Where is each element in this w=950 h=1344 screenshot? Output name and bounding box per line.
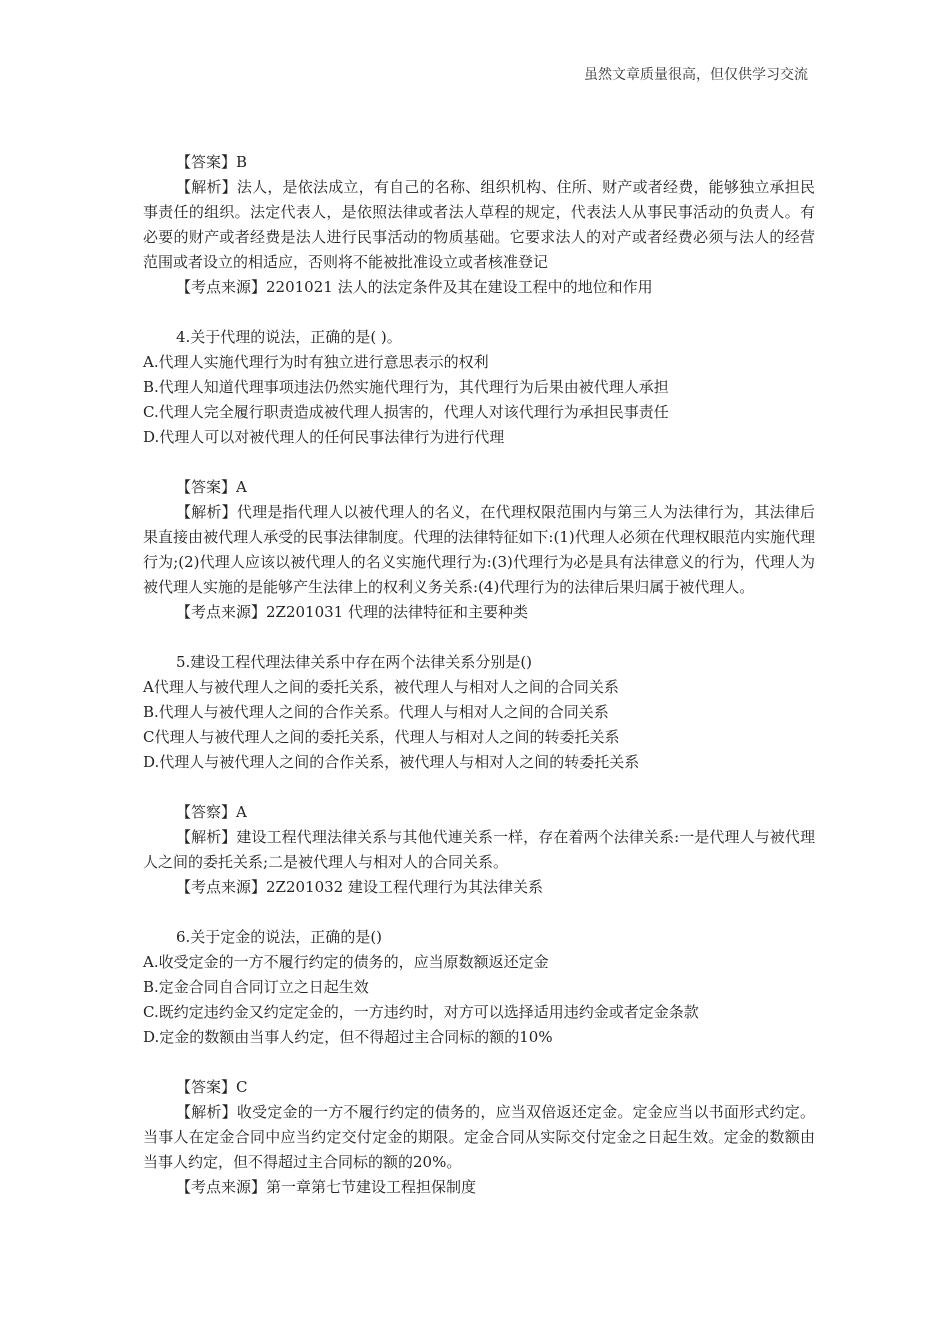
option-c: C.既约定违约金又约定定金的，一方违约时，对方可以选择适用违约金或者定金条款 — [143, 1003, 699, 1021]
question-text: 5.建设工程代理法律关系中存在两个法律关系分别是() — [176, 653, 533, 671]
option-c: C代理人与被代理人之间的委托关系，代理人与相对人之间的转委托关系 — [143, 728, 620, 746]
option-a: A代理人与被代理人之间的委托关系，被代理人与相对人之间的合同关系 — [143, 678, 619, 696]
question-block-6 — [143, 925, 815, 1200]
option-d: D.代理人与被代理人之间的合作关系，被代理人与相对人之间的转委托关系 — [143, 753, 640, 771]
source-line: 【考点来源】2Z201032 建设工程代理行为其法律关系 — [176, 878, 543, 896]
analysis-paragraph: 【解析】建设工程代理法律关系与其他代連关系一样，存在着两个法律关系:一是代理人与被代理人之间的委托关系;二是被代理人与相对人的合同关系。 — [143, 828, 815, 871]
question-block-5 — [143, 650, 815, 900]
option-a: A.代理人实施代理行为时有独立进行意思表示的权利 — [143, 353, 489, 371]
page-header: 虽然文章质量很高，但仅供学习交流 — [584, 67, 808, 83]
option-d: D.代理人可以对被代理人的任何民事法律行为进行代理 — [143, 428, 505, 446]
source-line: 【考点来源】第一章第七节建设工程担保制度 — [176, 1178, 477, 1196]
option-b: B.定金合同自合同订立之日起生效 — [143, 978, 369, 996]
analysis-paragraph: 【解析】代理是指代理人以被代理人的名义，在代理权限范围内与第三人为法律行为，其法律后果直接由被代理人承受的民事法律制度。代理的法律特征如下:(1)代理人必须在代理权眼范内实施代理行为;(2)代理人应该以被代理人的名义实施代理行为:(3)代理行为必是具有法律意义的行为，代理人为被代理人实施的是能够产生法律上的权利义务关系:(4)代理行为的法律后果归属于被代理人。 — [143, 503, 815, 596]
answer-line: 【答察】A — [176, 803, 247, 821]
option-b: B.代理人与被代理人之间的合作关系。代理人与相对人之间的合同关系 — [143, 703, 609, 721]
answer-line: 【答案】C — [176, 1078, 248, 1096]
question-text: 4.关于代理的说法，正确的是( )。 — [176, 328, 402, 346]
question-text: 6.关于定金的说法，正确的是() — [176, 928, 383, 946]
answer-block-3 — [143, 150, 815, 300]
question-block-4 — [143, 325, 815, 625]
option-d: D.定金的数额由当事人约定，但不得超过主合同标的额的10% — [143, 1028, 553, 1046]
answer-line: 【答案】B — [176, 153, 248, 171]
option-c: C.代理人完全履行职责造成被代理人损害的，代理人对该代理行为承担民事责任 — [143, 403, 669, 421]
document-body — [143, 150, 815, 1200]
analysis-paragraph: 【解析】收受定金的一方不履行约定的债务的，应当双倍返还定金。定金应当以书面形式约定。当事人在定金合同中应当约定交付定金的期限。定金合同从实际交付定金之日起生效。定金的数额由当事人约定，但不得超过主合同标的额的20%。 — [143, 1103, 815, 1171]
answer-line: 【答案】A — [176, 478, 247, 496]
option-a: A.收受定金的一方不履行约定的债务的，应当原数额返还定金 — [143, 953, 549, 971]
analysis-paragraph: 【解析】法人，是依法成立，有自己的名称、组织机构、住所、财产或者经费，能够独立承担民事责任的组织。法定代表人，是依照法律或者法人草程的规定，代表法人从事民事活动的负责人。有必要的财产或者经费是法人进行民事活动的物质基础。它要求法人的对产或者经费必须与法人的经营范围或者设立的相适应，否则将不能被批准设立或者核准登记 — [143, 178, 815, 271]
source-line: 【考点来源】2Z201031 代理的法律特征和主要种类 — [176, 603, 528, 621]
option-b: B.代理人知道代理事项违法仍然实施代理行为，其代理行为后果由被代理人承担 — [143, 378, 669, 396]
source-line: 【考点来源】2201021 法人的法定条件及其在建设工程中的地位和作用 — [176, 278, 653, 296]
